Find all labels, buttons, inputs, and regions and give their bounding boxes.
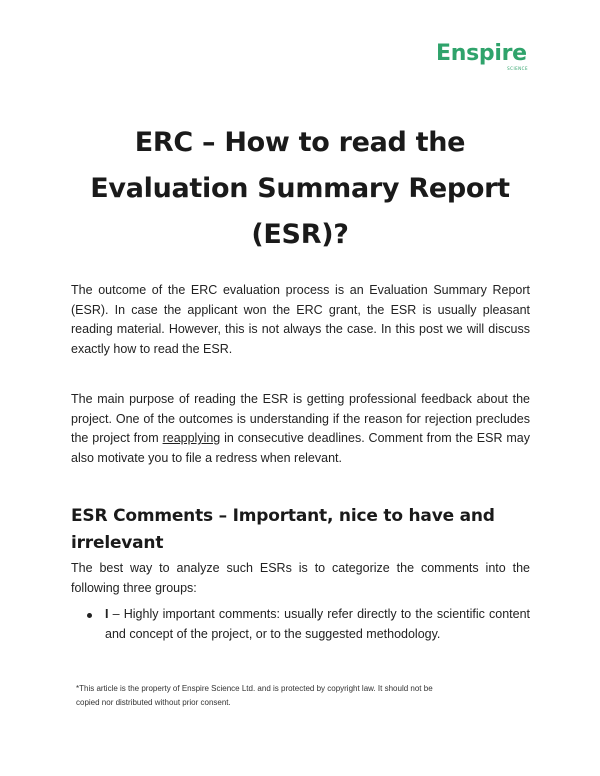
list-item bbox=[71, 605, 530, 644]
reapplying-link[interactable]: reapplying bbox=[162, 431, 221, 445]
comment-groups-list bbox=[71, 605, 530, 644]
enspire-logo bbox=[436, 42, 532, 72]
intro-paragraph-2-start: The main purpose of reading the ESR is getting professional feedback about the project. One of the outcomes is understanding if the reason for rejection precludes the project from bbox=[71, 392, 530, 445]
section-paragraph: The best way to analyze such ESRs is to categorize the comments into the following three groups: bbox=[71, 561, 530, 595]
logo-wordmark: Enspire bbox=[436, 41, 527, 66]
intro-paragraph-1: The outcome of the ERC evaluation process is an Evaluation Summary Report (ESR). In case the applicant won the ERC grant, the ESR is usually pleasant reading material. However, this is not always the case. In this post we will discuss exactly how to read the ESR. bbox=[71, 283, 530, 356]
intro-paragraph-2-end: in consecutive deadlines. Comment from the ESR may also motivate you to file a redress when relevant. bbox=[71, 431, 530, 465]
bullet-text: – Highly important comments: usually refer directly to the scientific content and concept of the project, or to the suggested methodology. bbox=[105, 607, 530, 641]
title-line-1: ERC – How to read the bbox=[134, 127, 466, 158]
footnote-line-1: *This article is the property of Enspire Science Ltd. and is protected by copyright law. It should not be bbox=[76, 684, 433, 693]
intro-paragraph-2 bbox=[71, 390, 530, 468]
section-heading: ESR Comments – Important, nice to have and irrelevant bbox=[71, 506, 495, 553]
bullet-label: I bbox=[105, 607, 109, 621]
bullet-icon bbox=[87, 613, 92, 618]
logo-subtitle: SCIENCE bbox=[507, 66, 528, 71]
title-line-2: Evaluation Summary Report bbox=[90, 173, 510, 204]
copyright-footnote bbox=[76, 682, 516, 709]
title-line-3: (ESR)? bbox=[251, 219, 349, 250]
footnote-line-2: copied nor distributed without prior consent. bbox=[76, 697, 231, 707]
page-title bbox=[60, 120, 540, 258]
